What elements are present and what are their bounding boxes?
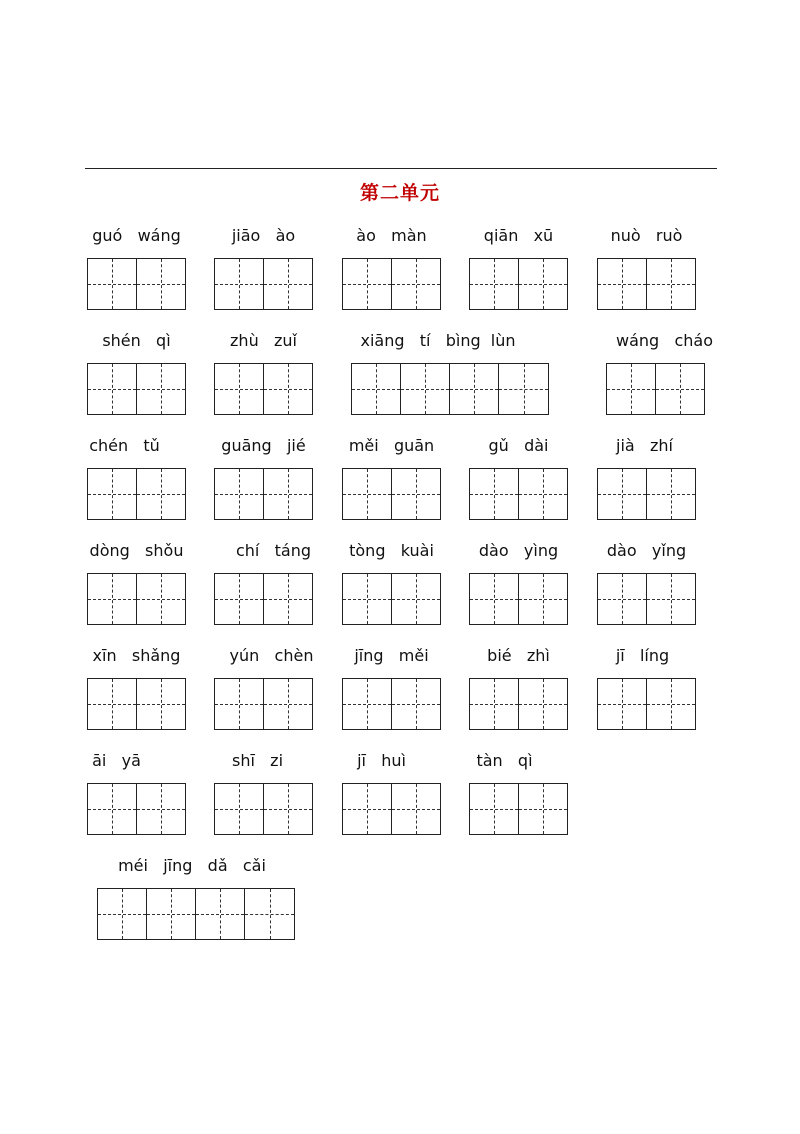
writing-cell[interactable] xyxy=(598,469,647,519)
pinyin-label: chí táng xyxy=(235,541,311,560)
writing-grid[interactable] xyxy=(597,573,696,625)
writing-cell[interactable] xyxy=(607,364,656,414)
writing-grid[interactable] xyxy=(606,363,705,415)
writing-cell[interactable] xyxy=(137,784,186,834)
writing-cell[interactable] xyxy=(215,574,264,624)
writing-grid[interactable] xyxy=(214,678,313,730)
writing-cell[interactable] xyxy=(352,364,401,414)
writing-grid[interactable] xyxy=(214,573,313,625)
writing-cell[interactable] xyxy=(401,364,450,414)
writing-cell[interactable] xyxy=(343,784,392,834)
writing-cell[interactable] xyxy=(647,259,696,309)
writing-grid[interactable] xyxy=(97,888,295,940)
writing-grid[interactable] xyxy=(469,678,568,730)
pinyin-label: chén tǔ xyxy=(89,436,160,455)
writing-cell[interactable] xyxy=(264,259,313,309)
writing-cell[interactable] xyxy=(343,469,392,519)
pinyin-label: tàn qì xyxy=(476,751,533,770)
writing-cell[interactable] xyxy=(343,574,392,624)
pinyin-label: zhù zuǐ xyxy=(230,331,297,350)
pinyin-label: dào yǐng xyxy=(606,541,687,560)
writing-cell[interactable] xyxy=(196,889,245,939)
writing-cell[interactable] xyxy=(264,784,313,834)
page-title: 第二单元 xyxy=(359,182,440,204)
writing-grid[interactable] xyxy=(342,678,441,730)
writing-cell[interactable] xyxy=(647,679,696,729)
writing-grid[interactable] xyxy=(342,468,441,520)
writing-cell[interactable] xyxy=(215,784,264,834)
pinyin-label: dào yìng xyxy=(478,541,559,560)
writing-cell[interactable] xyxy=(519,679,568,729)
writing-grid[interactable] xyxy=(214,783,313,835)
pinyin-label: guó wáng xyxy=(92,226,181,245)
writing-cell[interactable] xyxy=(343,259,392,309)
writing-grid[interactable] xyxy=(597,678,696,730)
writing-cell[interactable] xyxy=(147,889,196,939)
writing-grid[interactable] xyxy=(214,258,313,310)
writing-cell[interactable] xyxy=(245,889,294,939)
writing-grid[interactable] xyxy=(87,468,186,520)
writing-grid[interactable] xyxy=(469,783,568,835)
writing-cell[interactable] xyxy=(392,259,441,309)
pinyin-label: jīng měi xyxy=(354,646,429,665)
writing-grid[interactable] xyxy=(87,573,186,625)
pinyin-label: jiāo ào xyxy=(231,226,296,245)
pinyin-label: wáng cháo xyxy=(616,331,713,350)
writing-cell[interactable] xyxy=(470,469,519,519)
writing-cell[interactable] xyxy=(470,259,519,309)
writing-cell[interactable] xyxy=(470,679,519,729)
writing-cell[interactable] xyxy=(88,784,137,834)
writing-cell[interactable] xyxy=(519,259,568,309)
writing-cell[interactable] xyxy=(519,574,568,624)
writing-grid[interactable] xyxy=(469,468,568,520)
writing-cell[interactable] xyxy=(264,469,313,519)
writing-grid[interactable] xyxy=(87,678,186,730)
writing-cell[interactable] xyxy=(88,259,137,309)
writing-grid[interactable] xyxy=(342,783,441,835)
writing-cell[interactable] xyxy=(264,679,313,729)
pinyin-label: xiāng tí bìng lùn xyxy=(360,331,516,350)
writing-cell[interactable] xyxy=(137,259,186,309)
writing-cell[interactable] xyxy=(598,574,647,624)
writing-cell[interactable] xyxy=(519,784,568,834)
writing-cell[interactable] xyxy=(450,364,499,414)
writing-cell[interactable] xyxy=(137,574,186,624)
writing-cell[interactable] xyxy=(137,469,186,519)
writing-cell[interactable] xyxy=(470,574,519,624)
pinyin-label: méi jīng dǎ cǎi xyxy=(118,856,266,875)
pinyin-label: xīn shǎng xyxy=(92,646,181,665)
writing-grid[interactable] xyxy=(469,573,568,625)
writing-cell[interactable] xyxy=(598,679,647,729)
writing-grid[interactable] xyxy=(342,258,441,310)
writing-cell[interactable] xyxy=(264,574,313,624)
pinyin-label: gǔ dài xyxy=(488,436,549,455)
writing-cell[interactable] xyxy=(215,679,264,729)
pinyin-label: tòng kuài xyxy=(349,541,434,560)
writing-grid[interactable] xyxy=(597,258,696,310)
writing-cell[interactable] xyxy=(264,364,313,414)
writing-cell[interactable] xyxy=(88,679,137,729)
writing-cell[interactable] xyxy=(392,784,441,834)
writing-grid[interactable] xyxy=(214,468,313,520)
pinyin-label: jià zhí xyxy=(616,436,673,455)
writing-grid[interactable] xyxy=(87,783,186,835)
writing-cell[interactable] xyxy=(88,364,137,414)
writing-cell[interactable] xyxy=(647,574,696,624)
writing-grid[interactable] xyxy=(342,573,441,625)
writing-grid[interactable] xyxy=(351,363,549,415)
writing-cell[interactable] xyxy=(137,679,186,729)
pinyin-label: ào màn xyxy=(356,226,427,245)
writing-cell[interactable] xyxy=(598,259,647,309)
writing-cell[interactable] xyxy=(215,364,264,414)
pinyin-label: guāng jié xyxy=(221,436,306,455)
pinyin-label: qiān xū xyxy=(483,226,554,245)
pinyin-label: bié zhì xyxy=(487,646,550,665)
writing-grid[interactable] xyxy=(87,363,186,415)
writing-grid[interactable] xyxy=(214,363,313,415)
writing-cell[interactable] xyxy=(470,784,519,834)
writing-cell[interactable] xyxy=(499,364,548,414)
writing-cell[interactable] xyxy=(88,574,137,624)
writing-grid[interactable] xyxy=(597,468,696,520)
writing-grid[interactable] xyxy=(469,258,568,310)
writing-cell[interactable] xyxy=(98,889,147,939)
pinyin-label: shī zi xyxy=(231,751,284,770)
writing-cell[interactable] xyxy=(519,469,568,519)
writing-cell[interactable] xyxy=(215,259,264,309)
writing-cell[interactable] xyxy=(137,364,186,414)
pinyin-label: nuò ruò xyxy=(610,226,683,245)
pinyin-label: āi yā xyxy=(92,751,141,770)
writing-cell[interactable] xyxy=(392,679,441,729)
header-rule xyxy=(85,168,717,169)
pinyin-label: jī líng xyxy=(615,646,670,665)
pinyin-label: dòng shǒu xyxy=(89,541,184,560)
pinyin-label: měi guān xyxy=(348,436,435,455)
writing-cell[interactable] xyxy=(343,679,392,729)
writing-grid[interactable] xyxy=(87,258,186,310)
writing-cell[interactable] xyxy=(392,574,441,624)
writing-cell[interactable] xyxy=(392,469,441,519)
writing-cell[interactable] xyxy=(88,469,137,519)
writing-cell[interactable] xyxy=(215,469,264,519)
pinyin-label: shén qì xyxy=(102,331,171,350)
writing-cell[interactable] xyxy=(647,469,696,519)
pinyin-label: yún chèn xyxy=(229,646,314,665)
writing-cell[interactable] xyxy=(656,364,705,414)
pinyin-label: jī huì xyxy=(357,751,406,770)
